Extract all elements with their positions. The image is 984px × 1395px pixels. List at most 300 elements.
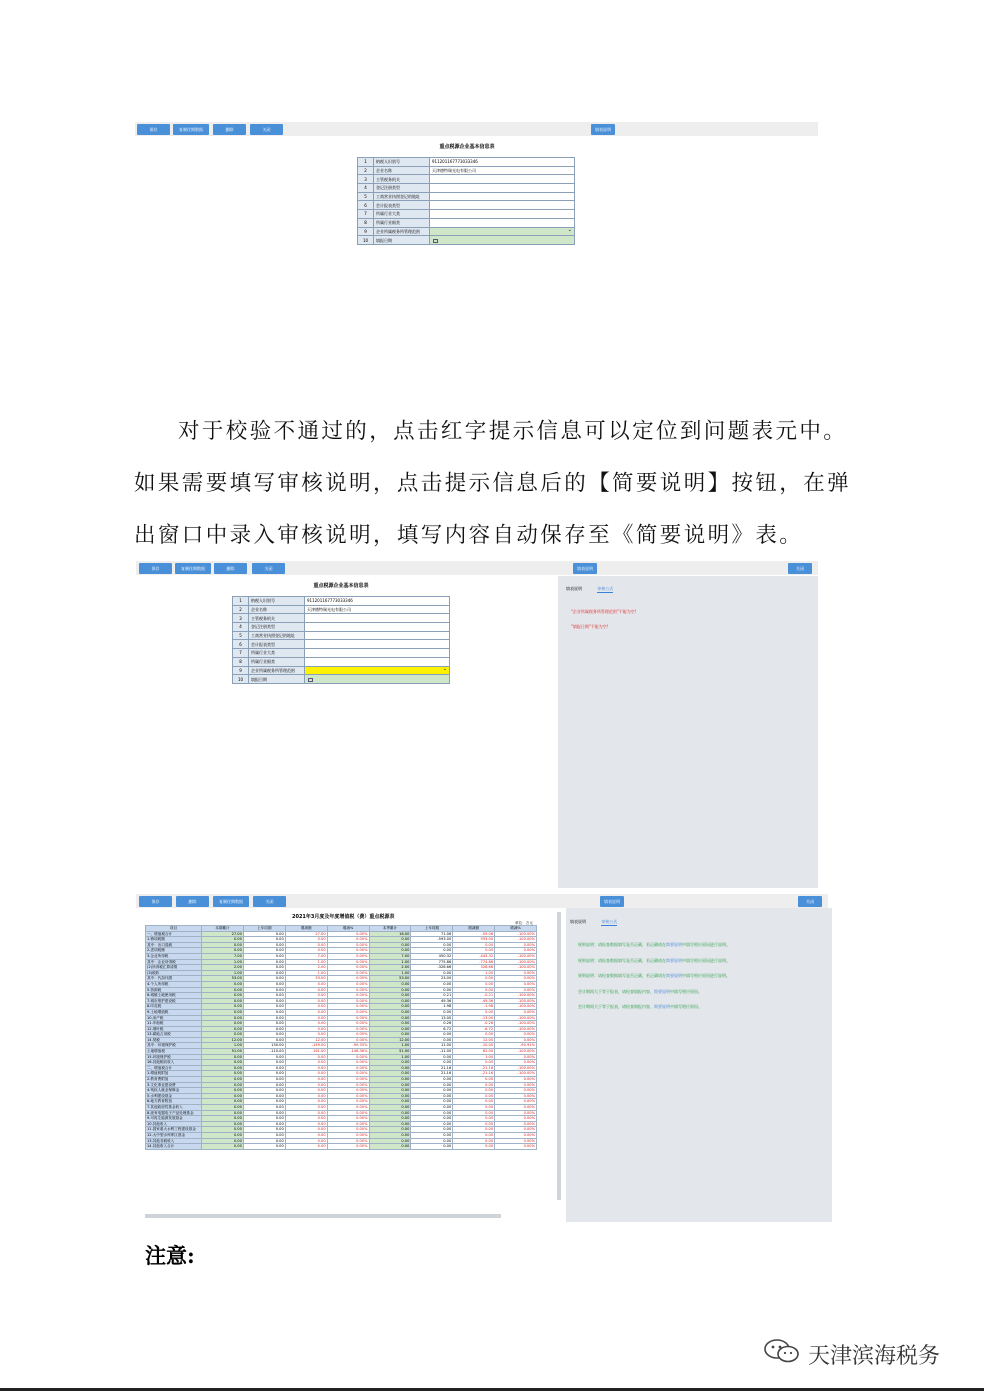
table-cell[interactable]: 0.00 xyxy=(202,1009,244,1015)
row-label: 2.教育费附加 xyxy=(146,1077,202,1083)
table-cell[interactable]: 0.00 xyxy=(369,1088,411,1094)
table-cell[interactable]: 0.00 xyxy=(202,1004,244,1010)
table-cell: 0.00 xyxy=(285,993,327,999)
table-cell: 0.00% xyxy=(327,959,369,965)
table-cell: -100.00% xyxy=(495,1021,537,1027)
row-label: 2.进项税额 xyxy=(146,948,202,954)
table-cell: -99.33% xyxy=(327,1043,369,1049)
save-button[interactable]: 保存 xyxy=(139,896,172,907)
table-cell: 27.00 xyxy=(285,931,327,937)
field-label: 企业名称 xyxy=(249,605,305,614)
table-cell[interactable]: 0.00 xyxy=(202,1065,244,1071)
table-cell[interactable]: 0.00 xyxy=(202,981,244,987)
info-row xyxy=(233,631,450,640)
panel-close-button[interactable]: 关闭 xyxy=(798,896,822,907)
row-label: 5.资源税 xyxy=(146,987,202,993)
table-cell: 0.00 xyxy=(285,1065,327,1071)
table-cell: 0.00% xyxy=(327,993,369,999)
row-number: 5 xyxy=(358,192,374,201)
table-cell: 450.32 xyxy=(411,953,453,959)
row-number: 4 xyxy=(358,184,374,193)
table-cell: 0.00 xyxy=(243,998,285,1004)
table-cell: 0.00 xyxy=(453,1110,495,1116)
table-cell: 0.00 xyxy=(243,1026,285,1032)
table-cell: 0.00% xyxy=(495,1054,537,1060)
field-value[interactable] xyxy=(305,649,450,658)
brief-explanation-link[interactable]: 简要说明 xyxy=(666,957,682,963)
table-cell: 0.00 xyxy=(411,1132,453,1138)
table-cell: 49.36 xyxy=(411,998,453,1004)
row-label: 二、增值税合计 xyxy=(146,1065,202,1071)
info-row xyxy=(358,218,575,227)
table-cell: 0.00 xyxy=(453,942,495,948)
field-value[interactable]: 天津德特瑞光电有限公司 xyxy=(430,166,575,175)
field-value[interactable] xyxy=(430,210,575,219)
table-cell: 0.00% xyxy=(327,1060,369,1066)
table-cell[interactable]: 0.00 xyxy=(202,998,244,1004)
row-label: 6.城镇土地使用税 xyxy=(146,993,202,999)
table-cell: 0.00 xyxy=(243,1082,285,1088)
brief-explanation-link[interactable]: 简要说明 xyxy=(654,1004,670,1009)
close-button[interactable]: 关闭 xyxy=(250,124,283,135)
table-cell: 0.00 xyxy=(243,1071,285,1077)
table-cell: 0.00% xyxy=(495,1009,537,1015)
table-cell[interactable]: 0.00 xyxy=(202,1021,244,1027)
table-cell[interactable]: 1.00 xyxy=(202,970,244,976)
row-label: 7.城市维护建设税 xyxy=(146,998,202,1004)
table-cell: 0.00 xyxy=(453,1009,495,1015)
message-text: 会计期间大于等于报表，请检查填报内容， xyxy=(578,988,654,994)
info-table xyxy=(232,596,450,684)
row-number: 10 xyxy=(233,675,249,684)
field-value[interactable] xyxy=(430,184,575,193)
tab-fill-instructions[interactable]: 填表说明 xyxy=(570,919,586,924)
table-cell[interactable]: 0.00 xyxy=(202,1026,244,1032)
table-cell: 0.00 xyxy=(411,1099,453,1105)
table-cell: 0.00% xyxy=(327,1105,369,1111)
table-cell: 0.00 xyxy=(285,1077,327,1083)
table-cell: -100.00% xyxy=(495,965,537,971)
table-cell: -100.00% xyxy=(495,1071,537,1077)
table-cell[interactable]: 0.00 xyxy=(202,1082,244,1088)
validation-panel xyxy=(558,576,818,888)
table-cell: 0.00% xyxy=(327,1071,369,1077)
table-cell: 0.00 xyxy=(285,948,327,954)
table-cell: 0.00 xyxy=(453,1077,495,1083)
table-cell: 0.00 xyxy=(243,953,285,959)
table-cell[interactable]: 0.00 xyxy=(369,993,411,999)
validation-message[interactable] xyxy=(578,942,730,948)
validation-message[interactable]: "填报日期"不能为空! xyxy=(571,624,609,629)
calendar-icon[interactable] xyxy=(308,678,313,682)
table-cell: 0.00% xyxy=(495,1138,537,1144)
row-label: 15.环境保护税 xyxy=(146,1054,202,1060)
table-cell: 0.00% xyxy=(327,981,369,987)
table-cell: -774.86 xyxy=(453,959,495,965)
table-cell: 2.00 xyxy=(285,965,327,971)
table-cell[interactable]: 0.00 xyxy=(369,1077,411,1083)
table-cell: 0.00 xyxy=(411,1093,453,1099)
row-number: 3 xyxy=(358,175,374,184)
field-value[interactable] xyxy=(305,675,450,684)
calendar-icon[interactable] xyxy=(433,239,438,243)
table-cell: 0.00 xyxy=(285,1127,327,1133)
table-cell[interactable]: 0.00 xyxy=(202,1032,244,1038)
info-row xyxy=(233,597,450,606)
table-cell: -593.00 xyxy=(411,937,453,943)
table-cell: 0.00 xyxy=(285,937,327,943)
table-cell: 0.00 xyxy=(411,1121,453,1127)
field-value[interactable] xyxy=(430,175,575,184)
table-cell: -146.36% xyxy=(327,1049,369,1055)
table-cell: 0.00 xyxy=(411,1054,453,1060)
table-cell: 0.00% xyxy=(495,1088,537,1094)
table-cell[interactable]: 0.00 xyxy=(202,948,244,954)
row-label: 1.增值税附加 xyxy=(146,1071,202,1077)
table-cell: 1.00 xyxy=(453,1054,495,1060)
table-cell: 0.00% xyxy=(327,1009,369,1015)
table-cell: 0.26 xyxy=(411,1021,453,1027)
table-cell: 0.00 xyxy=(453,1060,495,1066)
field-value[interactable]: 911201167773033346 xyxy=(305,597,450,606)
table-cell: 0.00% xyxy=(327,987,369,993)
table-cell: 0.00 xyxy=(453,1088,495,1094)
validation-message[interactable] xyxy=(578,989,702,995)
table-cell[interactable]: 1.00 xyxy=(369,1043,411,1049)
table-cell: 1.00 xyxy=(285,970,327,976)
delete-button[interactable]: 删除 xyxy=(214,563,247,574)
table-cell[interactable]: 0.00 xyxy=(202,1060,244,1066)
save-button[interactable]: 保存 xyxy=(137,124,170,135)
table-cell[interactable]: 0.00 xyxy=(202,1088,244,1094)
table-cell[interactable]: 0.00 xyxy=(369,1004,411,1010)
table-cell: 0.00% xyxy=(327,1054,369,1060)
validation-message[interactable]: "企业所属税务所管理范围"不能为空! xyxy=(571,609,637,614)
row-number: 8 xyxy=(358,218,374,227)
field-label: 企业所属税务所管理范围 xyxy=(374,227,430,236)
field-value[interactable] xyxy=(430,218,575,227)
table-cell[interactable]: 0.00 xyxy=(202,1132,244,1138)
table-cell[interactable]: 1.00 xyxy=(369,970,411,976)
table-cell: 0.00 xyxy=(243,942,285,948)
info-row xyxy=(358,158,575,167)
table-cell[interactable]: 0.00 xyxy=(369,948,411,954)
table-cell[interactable]: 0.00 xyxy=(202,987,244,993)
table-cell: 0.00 xyxy=(243,959,285,965)
table-cell: 0.00% xyxy=(327,1026,369,1032)
table-cell[interactable]: 7.00 xyxy=(369,953,411,959)
row-number: 7 xyxy=(233,649,249,658)
table-cell: 0.00% xyxy=(327,1021,369,1027)
column-header: 增减额 xyxy=(453,926,495,932)
chevron-down-icon[interactable]: ⌄ xyxy=(442,666,447,672)
report-table-viewport xyxy=(145,925,537,1213)
table-cell[interactable]: 0.00 xyxy=(369,1032,411,1038)
table-cell: 0.00% xyxy=(327,931,369,937)
table-cell[interactable]: 27.00 xyxy=(202,931,244,937)
table-cell[interactable]: 0.00 xyxy=(369,1082,411,1088)
field-value[interactable] xyxy=(430,192,575,201)
table-cell: 0.00% xyxy=(327,1138,369,1144)
table-cell: 0.00% xyxy=(495,1099,537,1105)
table-cell[interactable]: 53.00 xyxy=(202,976,244,982)
field-value[interactable] xyxy=(305,640,450,649)
vertical-scrollbar[interactable] xyxy=(557,912,561,1200)
table-cell: 6.72 xyxy=(411,1026,453,1032)
table-cell[interactable]: 0.00 xyxy=(369,1021,411,1027)
table-cell[interactable]: 0.00 xyxy=(369,998,411,1004)
validation-message[interactable] xyxy=(578,958,730,964)
table-cell: 23.00 xyxy=(411,976,453,982)
table-cell[interactable]: 0.00 xyxy=(369,937,411,943)
form-title: 重点税源企业基本信息表 xyxy=(313,583,369,589)
table-cell: 0.00 xyxy=(411,1116,453,1122)
table-cell: 0.00% xyxy=(327,942,369,948)
table-cell: 0.00 xyxy=(243,1021,285,1027)
field-value[interactable] xyxy=(305,614,450,623)
row-label: 其中：出口退税 xyxy=(146,942,202,948)
paragraph-line-2: 如果需要填写审核说明，点击提示信息后的【简要说明】按钮，在弹 xyxy=(134,471,852,496)
row-label: 7.其他政府性基金收入 xyxy=(146,1105,202,1111)
account-name: 天津滨海税务 xyxy=(808,1344,941,1369)
row-label: 9.土地增值税 xyxy=(146,1009,202,1015)
table-cell: 0.00% xyxy=(495,1077,537,1083)
row-number: 6 xyxy=(233,640,249,649)
table-cell[interactable]: 12.00 xyxy=(202,1037,244,1043)
table-cell[interactable]: 0.00 xyxy=(202,1127,244,1133)
table-cell[interactable]: 0.00 xyxy=(202,1138,244,1144)
table-cell[interactable]: 0.00 xyxy=(202,1054,244,1060)
table-cell[interactable]: 0.00 xyxy=(369,1060,411,1066)
table-cell: 0.00 xyxy=(243,1110,285,1116)
message-text: 规则说明：请检查数据填写是否正确，若正确请在 xyxy=(578,973,666,978)
table-cell[interactable]: 0.00 xyxy=(369,1093,411,1099)
tab-audit-formula[interactable]: 审核公式 xyxy=(601,919,618,924)
table-cell: 0.00 xyxy=(285,1093,327,1099)
field-value[interactable]: 911201167773033346 xyxy=(430,158,575,167)
table-cell[interactable]: 1.00 xyxy=(202,959,244,965)
table-cell[interactable]: 0.00 xyxy=(202,1110,244,1116)
validation-message[interactable] xyxy=(578,973,730,979)
table-cell: 0.00 xyxy=(411,1037,453,1043)
table-cell[interactable]: 0.00 xyxy=(369,1009,411,1015)
table-cell: 0.00 xyxy=(453,976,495,982)
field-value[interactable] xyxy=(305,623,450,632)
table-cell: 0.00 xyxy=(411,1032,453,1038)
table-cell: -100.00% xyxy=(495,959,537,965)
close-button[interactable]: 关闭 xyxy=(253,896,286,907)
table-cell[interactable]: 16.00 xyxy=(369,931,411,937)
table-cell[interactable]: 0.00 xyxy=(202,1144,244,1150)
table-cell: 0.00% xyxy=(495,970,537,976)
table-cell[interactable]: 0.00 xyxy=(202,1116,244,1122)
field-value[interactable] xyxy=(305,657,450,666)
save-button[interactable]: 保存 xyxy=(139,563,172,574)
table-cell[interactable]: 1.00 xyxy=(369,1054,411,1060)
table-cell: 0.00 xyxy=(243,1004,285,1010)
paragraph-line-3: 出窗口中录入审核说明，填写内容自动保存至《简要说明》表。 xyxy=(134,523,804,548)
field-value[interactable] xyxy=(430,227,575,236)
table-cell: 0.00% xyxy=(495,1116,537,1122)
table-cell: 0.00% xyxy=(327,1110,369,1116)
table-cell[interactable]: 0.00 xyxy=(202,1015,244,1021)
delete-button[interactable]: 删除 xyxy=(213,124,246,135)
table-cell[interactable]: 0.00 xyxy=(369,1071,411,1077)
table-cell[interactable]: 53.00 xyxy=(369,976,411,982)
info-row xyxy=(233,640,450,649)
brief-explanation-link[interactable]: 简要说明 xyxy=(654,988,670,994)
row-label: 1.销项税额 xyxy=(146,937,202,943)
tab-fill-instructions[interactable]: 填表说明 xyxy=(566,586,582,591)
table-cell[interactable]: 0.00 xyxy=(202,1093,244,1099)
table-cell: 0.00 xyxy=(285,1009,327,1015)
table-cell: 0.00 xyxy=(285,998,327,1004)
field-label: 主管税务机关 xyxy=(374,175,430,184)
table-cell[interactable]: 0.00 xyxy=(369,1127,411,1133)
table-cell[interactable]: 0.00 xyxy=(369,1121,411,1127)
table-cell[interactable]: 0.00 xyxy=(202,993,244,999)
table-cell[interactable]: 0.00 xyxy=(369,987,411,993)
info-row xyxy=(233,623,450,632)
table-cell: -326.66 xyxy=(411,965,453,971)
table-cell[interactable]: 0.00 xyxy=(369,1099,411,1105)
help-button[interactable]: 填表说明 xyxy=(591,124,615,135)
close-button[interactable]: 关闭 xyxy=(252,563,285,574)
table-cell[interactable]: 0.00 xyxy=(369,1132,411,1138)
table-cell: 71.06 xyxy=(411,931,453,937)
table-cell: 0.00 xyxy=(243,931,285,937)
field-value[interactable]: 天津德特瑞光电有限公司 xyxy=(305,605,450,614)
paragraph-line-1: 对于校验不通过的，点击红字提示信息可以定位到问题表元中。 xyxy=(178,419,848,444)
table-cell: 0.00 xyxy=(411,948,453,954)
row-label: 5.水利建设基金 xyxy=(146,1093,202,1099)
help-button[interactable]: 填表说明 xyxy=(573,563,597,574)
table-cell[interactable]: 2.00 xyxy=(369,965,411,971)
table-cell[interactable]: 51.00 xyxy=(369,1049,411,1055)
panel-close-button[interactable]: 关闭 xyxy=(788,563,812,574)
table-cell: 0.00% xyxy=(495,981,537,987)
table-cell[interactable]: 0.00 xyxy=(369,1026,411,1032)
field-label: 纳税人识别号 xyxy=(249,597,305,606)
table-cell[interactable]: 0.00 xyxy=(369,1015,411,1021)
message-text: 中填写相应原因进行说明。 xyxy=(682,957,730,963)
table-cell: -10.00 xyxy=(453,1043,495,1049)
row-number: 2 xyxy=(233,605,249,614)
table-cell[interactable]: 0.00 xyxy=(369,942,411,948)
table-cell: 0.00% xyxy=(327,1032,369,1038)
row-number: 7 xyxy=(358,210,374,219)
table-cell[interactable]: 0.00 xyxy=(202,1071,244,1077)
table-cell: 0.00 xyxy=(285,1032,327,1038)
row-label: 12.大中型水库库区基金 xyxy=(146,1132,202,1138)
table-cell[interactable]: 1.00 xyxy=(369,959,411,965)
table-cell: 0.00% xyxy=(327,948,369,954)
table-cell[interactable]: 51.00 xyxy=(202,1049,244,1055)
note-heading: 注意: xyxy=(145,1243,195,1268)
table-cell[interactable]: 0.00 xyxy=(369,1116,411,1122)
horizontal-scrollbar[interactable] xyxy=(145,1214,501,1218)
row-number: 1 xyxy=(233,597,249,606)
copy-prior-data-button[interactable]: 复制往期数据 xyxy=(213,896,249,907)
validation-message[interactable] xyxy=(578,1004,702,1010)
field-value[interactable] xyxy=(430,201,575,210)
brief-explanation-link[interactable]: 简要说明 xyxy=(666,973,682,978)
table-cell: 161.00 xyxy=(285,1049,327,1055)
table-cell[interactable]: 0.00 xyxy=(202,1121,244,1127)
help-button[interactable]: 填表说明 xyxy=(600,896,624,907)
table-cell[interactable]: 0.00 xyxy=(369,1110,411,1116)
table-cell: 0.00 xyxy=(243,1138,285,1144)
table-cell[interactable]: 0.00 xyxy=(202,1105,244,1111)
table-cell: -100.00% xyxy=(495,993,537,999)
delete-button[interactable]: 删除 xyxy=(176,896,209,907)
table-cell: 150.00 xyxy=(243,1043,285,1049)
table-cell: 0.00% xyxy=(327,1015,369,1021)
row-number: 10 xyxy=(358,236,374,245)
table-cell[interactable]: 0.00 xyxy=(369,1144,411,1150)
table-cell: 0.00% xyxy=(327,1082,369,1088)
row-label: 其中：企业所得税 xyxy=(146,959,202,965)
table-cell[interactable]: 0.00 xyxy=(202,1077,244,1083)
table-cell: 0.00% xyxy=(327,970,369,976)
table-cell: 13.00 xyxy=(411,1015,453,1021)
table-cell: 0.00% xyxy=(327,965,369,971)
row-number: 9 xyxy=(358,227,374,236)
table-cell: 0.00 xyxy=(243,1132,285,1138)
table-cell: 1.98 xyxy=(411,1004,453,1010)
table-cell[interactable]: 0.00 xyxy=(369,1105,411,1111)
table-cell: 12.00 xyxy=(453,1037,495,1043)
table-cell[interactable]: 2.00 xyxy=(202,965,244,971)
table-cell: 0.00 xyxy=(411,1138,453,1144)
copy-prior-data-button[interactable]: 复制往期数据 xyxy=(173,124,209,135)
field-value[interactable] xyxy=(305,666,450,675)
table-cell[interactable]: 0.00 xyxy=(202,937,244,943)
field-label: 登记注册类型 xyxy=(374,184,430,193)
info-row xyxy=(358,210,575,219)
message-text: 会计期间大于等于报表，请检查填报内容， xyxy=(578,1004,654,1009)
copy-prior-data-button[interactable]: 复制往期数据 xyxy=(175,563,211,574)
brief-explanation-link[interactable]: 简要说明 xyxy=(666,942,682,947)
table-cell: 0.00 xyxy=(285,1121,327,1127)
table-cell: 328.66 xyxy=(453,965,495,971)
table-cell[interactable]: 0.00 xyxy=(369,1065,411,1071)
tab-audit-formula[interactable]: 审核公式 xyxy=(597,586,614,591)
table-cell: 1.00 xyxy=(285,959,327,965)
table-cell: -49.36 xyxy=(453,998,495,1004)
table-cell: 0.00 xyxy=(243,1060,285,1066)
table-cell[interactable]: 1.00 xyxy=(202,1043,244,1049)
row-label: 土地增值税 xyxy=(146,1049,202,1055)
table-cell: 0.00% xyxy=(495,942,537,948)
table-cell[interactable]: 0.00 xyxy=(369,1138,411,1144)
table-cell[interactable]: 12.00 xyxy=(369,1037,411,1043)
table-cell: 0.00 xyxy=(243,1144,285,1150)
table-cell[interactable]: 0.00 xyxy=(202,942,244,948)
field-value[interactable] xyxy=(305,631,450,640)
field-value[interactable] xyxy=(430,236,575,245)
table-cell: 0.00 xyxy=(411,1105,453,1111)
table-cell: 0.00 xyxy=(285,1004,327,1010)
table-cell: -100.00% xyxy=(495,1004,537,1010)
field-label: 填报日期 xyxy=(249,675,305,684)
chevron-down-icon[interactable]: ⌄ xyxy=(567,227,572,233)
table-cell[interactable]: 0.00 xyxy=(202,1099,244,1105)
field-label: 填报日期 xyxy=(374,236,430,245)
table-cell[interactable]: 7.00 xyxy=(202,953,244,959)
table-cell[interactable]: 0.00 xyxy=(369,981,411,987)
row-label: 6.地方教育附加 xyxy=(146,1099,202,1105)
